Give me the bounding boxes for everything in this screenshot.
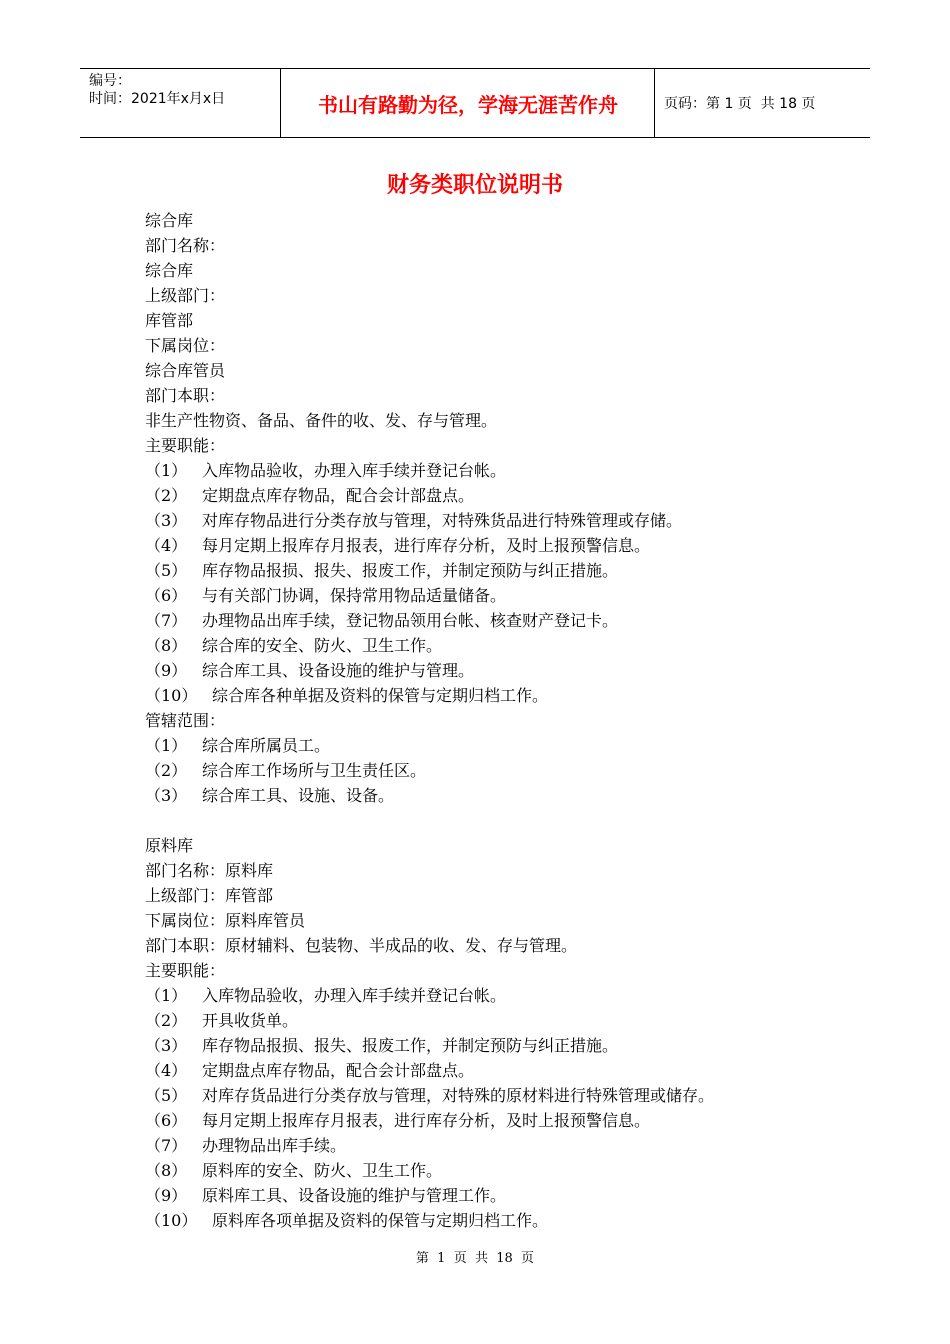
duty-item — [145, 583, 865, 608]
item-number: （6） — [145, 1111, 188, 1130]
text-line: 部门名称： — [145, 236, 226, 255]
text-line: 综合库 — [145, 261, 194, 280]
item-number: （7） — [145, 1136, 188, 1155]
header-meta-cell — [80, 69, 281, 137]
duty-item — [145, 633, 865, 658]
item-number: （8） — [145, 1161, 188, 1180]
text-line: 部门本职： — [145, 386, 226, 405]
scope-label: 管辖范围： — [145, 711, 226, 730]
item-number: （5） — [145, 561, 188, 580]
item-text: 与有关部门协调，保持常用物品适量储备。 — [202, 586, 507, 605]
scope-item — [145, 783, 865, 808]
item-number: （6） — [145, 586, 188, 605]
header-page-info: 页码：第 1 页 共 18 页 — [664, 96, 816, 112]
item-number: （7） — [145, 611, 188, 630]
text-line: 上级部门： — [145, 286, 226, 305]
page-footer — [0, 1247, 950, 1266]
item-text: 每月定期上报库存月报表，进行库存分析，及时上报预警信息。 — [202, 1111, 651, 1130]
item-number: （4） — [145, 536, 188, 555]
scope-item — [145, 733, 865, 758]
item-text: 定期盘点库存物品，配合会计部盘点。 — [202, 1061, 475, 1080]
item-number: （4） — [145, 1061, 188, 1080]
duty-item — [145, 658, 865, 683]
item-text: 综合库所属员工。 — [202, 736, 331, 755]
item-number: （8） — [145, 636, 188, 655]
text-line: 原料库 — [145, 836, 194, 855]
text-line: 主要职能： — [145, 961, 226, 980]
item-text: 原料库各项单据及资料的保管与定期归档工作。 — [212, 1211, 549, 1230]
duty-item — [145, 533, 865, 558]
duty-item — [145, 1108, 865, 1133]
item-text: 定期盘点库存物品，配合会计部盘点。 — [202, 486, 475, 505]
text-line: 上级部门：库管部 — [145, 886, 274, 905]
text-line: 库管部 — [145, 311, 194, 330]
duty-item — [145, 1208, 865, 1233]
duty-list-general — [145, 458, 865, 708]
item-text: 办理物品出库手续。 — [202, 1136, 347, 1155]
item-text: 开具收货单。 — [202, 1011, 299, 1030]
item-number: （1） — [145, 736, 188, 755]
item-text: 综合库工作场所与卫生责任区。 — [202, 761, 427, 780]
duty-item — [145, 1083, 865, 1108]
duty-item — [145, 683, 865, 708]
header-page-cell — [655, 69, 870, 137]
serial-label: 编号： — [89, 73, 131, 89]
duty-item — [145, 558, 865, 583]
item-text: 综合库工具、设备设施的维护与管理。 — [202, 661, 475, 680]
duty-item — [145, 1158, 865, 1183]
duty-item — [145, 1008, 865, 1033]
text-line: 部门名称：原料库 — [145, 861, 274, 880]
section-warehouse-general — [145, 208, 865, 458]
item-text: 原料库的安全、防火、卫生工作。 — [202, 1161, 443, 1180]
text-line: 综合库管员 — [145, 361, 226, 380]
header-table — [80, 68, 870, 138]
item-number: （9） — [145, 661, 188, 680]
item-text: 办理物品出库手续，登记物品领用台帐、核查财产登记卡。 — [202, 611, 619, 630]
item-text: 综合库工具、设施、设备。 — [202, 786, 395, 805]
text-line: 部门本职：原材辅料、包装物、半成品的收、发、存与管理。 — [145, 936, 578, 955]
duty-item — [145, 483, 865, 508]
item-number: （2） — [145, 1011, 188, 1030]
text-line: 下属岗位：原料库管员 — [145, 911, 306, 930]
item-number: （1） — [145, 461, 188, 480]
item-text: 对库存物品进行分类存放与管理，对特殊货品进行特殊管理或存储。 — [202, 511, 683, 530]
duty-list-raw — [145, 983, 865, 1233]
scope-item — [145, 758, 865, 783]
item-number: （10） — [145, 1211, 198, 1230]
scope-list-general — [145, 733, 865, 808]
item-number: （3） — [145, 786, 188, 805]
duty-item — [145, 1033, 865, 1058]
section-warehouse-raw — [145, 833, 865, 983]
duty-item — [145, 608, 865, 633]
footer-page-number: 第 1 页 共 18 页 — [415, 1251, 535, 1266]
item-number: （3） — [145, 511, 188, 530]
item-number: （5） — [145, 1086, 188, 1105]
text-line: 下属岗位： — [145, 336, 226, 355]
time-text: 时间：2021年x月x日 — [89, 91, 226, 107]
duty-item — [145, 1058, 865, 1083]
item-number: （9） — [145, 1186, 188, 1205]
item-number: （10） — [145, 686, 198, 705]
item-text: 库存物品报损、报失、报废工作，并制定预防与纠正措施。 — [202, 1036, 619, 1055]
duty-item — [145, 983, 865, 1008]
section-gap — [145, 808, 865, 833]
document-title: 财务类职位说明书 — [386, 173, 563, 198]
item-text: 原料库工具、设备设施的维护与管理工作。 — [202, 1186, 507, 1205]
item-text: 对库存货品进行分类存放与管理，对特殊的原材料进行特殊管理或储存。 — [202, 1086, 715, 1105]
item-text: 综合库各种单据及资料的保管与定期归档工作。 — [212, 686, 549, 705]
item-text: 入库物品验收，办理入库手续并登记台帐。 — [202, 986, 507, 1005]
duty-item — [145, 458, 865, 483]
text-line: 主要职能： — [145, 436, 226, 455]
item-number: （3） — [145, 1036, 188, 1055]
item-number: （2） — [145, 486, 188, 505]
duty-item — [145, 1183, 865, 1208]
item-text: 入库物品验收，办理入库手续并登记台帐。 — [202, 461, 507, 480]
duty-item — [145, 508, 865, 533]
item-text: 每月定期上报库存月报表，进行库存分析，及时上报预警信息。 — [202, 536, 651, 555]
header-motto: 书山有路勤为径，学海无涯苦作舟 — [282, 69, 655, 137]
text-line: 非生产性物资、备品、备件的收、发、存与管理。 — [145, 411, 498, 430]
text-line: 综合库 — [145, 211, 194, 230]
item-text: 库存物品报损、报失、报废工作，并制定预防与纠正措施。 — [202, 561, 619, 580]
document-body — [145, 208, 865, 1233]
item-number: （2） — [145, 761, 188, 780]
duty-item — [145, 1133, 865, 1158]
item-number: （1） — [145, 986, 188, 1005]
item-text: 综合库的安全、防火、卫生工作。 — [202, 636, 443, 655]
